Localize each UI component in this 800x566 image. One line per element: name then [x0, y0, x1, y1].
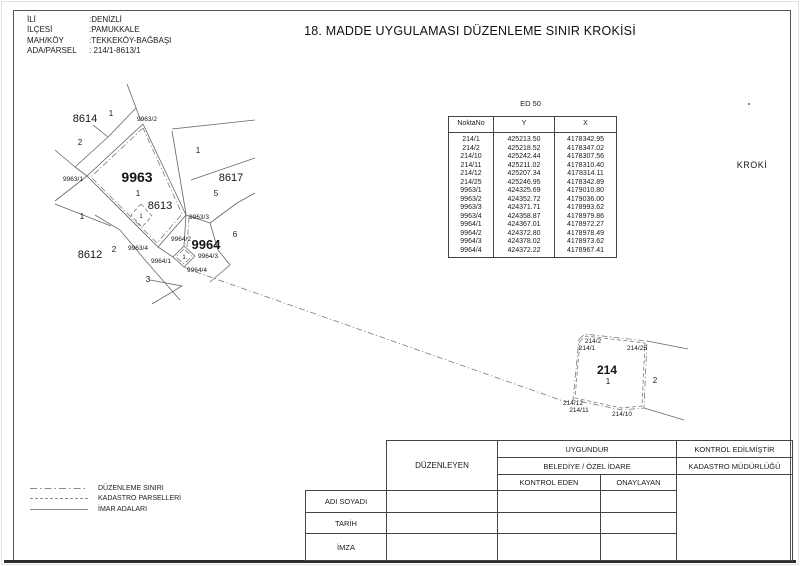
cell-tarih: TARİH — [305, 512, 387, 534]
imar-line — [55, 150, 75, 167]
coord-cell: 425218.52 — [494, 145, 555, 154]
imar-line — [237, 193, 255, 203]
sketch-label-3: 3 — [145, 275, 151, 284]
cell-imza: İMZA — [305, 533, 387, 561]
coord-cell: 9963/3 — [449, 204, 494, 213]
coord-cell: 425207.34 — [494, 170, 555, 179]
sketch-label-214: 214 — [596, 363, 618, 377]
cell-empty — [386, 490, 498, 513]
cell-empty — [497, 512, 601, 534]
sketch-label-214-2: 214/2 — [584, 338, 602, 345]
coord-cell: 4178967.41 — [555, 247, 617, 258]
coord-cell: 214/2 — [449, 145, 494, 154]
coord-cell: 9963/1 — [449, 187, 494, 196]
coord-cell: 424371.71 — [494, 204, 555, 213]
info-value: : 214/1-8613/1 — [89, 45, 141, 55]
coord-table-row — [449, 238, 617, 247]
cell-onaylayan: ONAYLAYAN — [600, 474, 677, 491]
info-label: İLÇESİ — [27, 25, 53, 35]
sketch-label-9963-2: 9963/2 — [137, 116, 157, 123]
coord-col-x: X — [555, 117, 617, 133]
imar-line — [158, 247, 173, 257]
coord-cell: 9963/2 — [449, 196, 494, 205]
coord-cell: 425246.95 — [494, 179, 555, 188]
sketch-label-1: 1 — [182, 255, 186, 261]
legend-item-kadastro-parselleri — [30, 494, 181, 505]
point-marker — [748, 103, 750, 105]
sketch-label-5: 5 — [213, 189, 219, 198]
coord-cell: 425213.50 — [494, 133, 555, 145]
sketch-label-9963-3: 9963/3 — [189, 214, 209, 221]
imar-line — [644, 408, 684, 420]
sketch-label-2: 2 — [111, 245, 117, 254]
legend-label: DÜZENLEME SINIRI — [98, 484, 164, 492]
info-label: MAH/KÖY — [27, 35, 64, 45]
sketch-label-8614: 8614 — [72, 113, 98, 125]
coord-cell: 4178314.11 — [555, 170, 617, 179]
boundary-connector — [184, 267, 573, 402]
imar-line — [172, 131, 186, 214]
coord-cell: 424378.02 — [494, 238, 555, 247]
coord-cell: 214/12 — [449, 170, 494, 179]
coord-cell: 425242.44 — [494, 153, 555, 162]
sketch-label-1: 1 — [79, 212, 85, 221]
coord-table-row — [449, 187, 617, 196]
sketch-label-2: 2 — [77, 138, 83, 147]
kroki-area-label: KROKİ — [736, 160, 768, 170]
coord-table-row — [449, 179, 617, 188]
sketch-label-9964-1: 9964/1 — [151, 258, 171, 265]
coord-cell: 4178972.27 — [555, 221, 617, 230]
cell-uygundur: UYGUNDUR — [497, 440, 677, 458]
coord-table-row — [449, 162, 617, 171]
imar-line — [210, 203, 237, 223]
info-value: :DENİZLİ — [89, 15, 122, 24]
coord-cell: 4178342.89 — [555, 179, 617, 188]
sketch-label-6: 6 — [232, 230, 238, 239]
coord-cell: 9964/2 — [449, 230, 494, 239]
cell-duzenleyen: DÜZENLEYEN — [386, 440, 498, 491]
coord-table-header-row — [449, 117, 617, 133]
cell-empty — [600, 490, 677, 513]
info-value: :PAMUKKALE — [89, 25, 140, 35]
coord-cell: 4178347.02 — [555, 145, 617, 154]
sketch-label-9964-3: 9964/3 — [198, 253, 218, 260]
coord-cell: 214/11 — [449, 162, 494, 171]
coord-cell: 9964/3 — [449, 238, 494, 247]
coord-cell: 424352.72 — [494, 196, 555, 205]
legend-item-imar-adalari — [30, 504, 181, 515]
coord-cell: 214/10 — [449, 153, 494, 162]
coord-cell: 9963/4 — [449, 213, 494, 222]
coord-table — [448, 116, 617, 258]
sketch-label-8617: 8617 — [218, 172, 244, 184]
cell-empty — [600, 533, 677, 561]
coord-table-row — [449, 196, 617, 205]
coord-table-row — [449, 204, 617, 213]
coord-cell: 424367.01 — [494, 221, 555, 230]
coord-cell: 4178310.40 — [555, 162, 617, 171]
coord-cell: 424372.80 — [494, 230, 555, 239]
legend-label: İMAR ADALARI — [98, 505, 148, 513]
coord-table-title: ED 50 — [520, 99, 541, 108]
cell-empty — [497, 490, 601, 513]
sketch-label-9963-4: 9963/4 — [128, 245, 148, 252]
coord-cell: 4178979.86 — [555, 213, 617, 222]
sketch-label-214-25: 214/25 — [627, 345, 647, 352]
coord-cell: 4178342.95 — [555, 133, 617, 145]
coord-table-row — [449, 153, 617, 162]
coord-table-row — [449, 221, 617, 230]
sketch-label-214-10: 214/10 — [612, 411, 632, 418]
coord-cell: 4178993.62 — [555, 204, 617, 213]
sketch-label-1: 1 — [139, 214, 143, 220]
coord-cell: 4178307.56 — [555, 153, 617, 162]
coord-cell: 425211.02 — [494, 162, 555, 171]
cell-adi-soyadi: ADI SOYADI — [305, 490, 387, 513]
sketch-label-9963: 9963 — [121, 169, 153, 185]
cell-kontrol-edilmistir: KONTROL EDİLMİŞTİR — [676, 440, 793, 458]
coord-table-row — [449, 133, 617, 145]
coord-table-body — [449, 133, 617, 258]
imar-line — [93, 125, 108, 137]
imar-line — [172, 120, 255, 129]
info-label: ADA/PARSEL — [27, 45, 77, 55]
coord-cell: 214/1 — [449, 133, 494, 145]
coord-cell: 4178978.49 — [555, 230, 617, 239]
coord-cell: 4179036.00 — [555, 196, 617, 205]
cell-kontrol-eden: KONTROL EDEN — [497, 474, 601, 491]
cell-belediye-ozel-idare: BELEDİYE / ÖZEL İDARE — [497, 457, 677, 475]
info-value: :TEKKEKÖY-BAĞBAŞI — [89, 35, 172, 45]
sketch-label-9964-2: 9964/2 — [171, 236, 191, 243]
cell-empty — [386, 512, 498, 534]
cell-empty — [600, 512, 677, 534]
sketch-label-8613: 8613 — [147, 200, 173, 212]
sketch-label-9964-4: 9964/4 — [187, 267, 207, 274]
coord-table-row — [449, 213, 617, 222]
coord-cell: 9964/4 — [449, 247, 494, 258]
coord-table-row — [449, 170, 617, 179]
coord-table-row — [449, 145, 617, 154]
sketch-label-9964: 9964 — [191, 237, 221, 252]
imar-line — [647, 341, 688, 349]
dashed-line-sample — [30, 498, 88, 499]
sketch-label-9963-1: 9963/1 — [63, 176, 83, 183]
coord-cell: 424372.22 — [494, 247, 555, 258]
legend-label: KADASTRO PARSELLERİ — [98, 495, 182, 503]
coord-cell: 424358.87 — [494, 213, 555, 222]
coord-cell: 4178973.62 — [555, 238, 617, 247]
coord-col-noktano: NoktaNo — [449, 117, 494, 133]
sketch-label-214-12: 214/12 — [563, 400, 583, 407]
sketch-label-8612: 8612 — [77, 249, 103, 261]
sketch-label-1: 1 — [195, 146, 201, 155]
legend-item-duzenleme-siniri — [30, 483, 181, 494]
sketch-label-1: 1 — [135, 189, 141, 198]
sketch-label-1: 1 — [108, 109, 114, 118]
coord-cell: 424325.69 — [494, 187, 555, 196]
coord-cell: 214/25 — [449, 179, 494, 188]
dashdot-line-sample — [30, 488, 88, 489]
coord-cell: 9964/1 — [449, 221, 494, 230]
coord-table-row — [449, 230, 617, 239]
page-title: 18. MADDE UYGULAMASI DÜZENLEME SINIR KROKİSİ — [304, 24, 636, 38]
coord-cell: 4179010.80 — [555, 187, 617, 196]
sketch-label-1: 1 — [605, 377, 611, 386]
coord-col-y: Y — [494, 117, 555, 133]
cell-empty — [386, 533, 498, 561]
legend — [30, 483, 181, 515]
sketch-label-214-1: 214/1 — [578, 345, 596, 352]
coord-table-row — [449, 247, 617, 258]
cell-kadastro-mudurlugu: KADASTRO MÜDÜRLÜĞÜ — [676, 457, 793, 475]
sketch-label-214-11: 214/11 — [569, 407, 589, 414]
solid-line-sample — [30, 509, 88, 510]
info-label: İLİ — [27, 15, 36, 24]
cell-kadastro-empty — [676, 474, 793, 561]
sketch-label-2: 2 — [652, 376, 658, 385]
cell-empty — [497, 533, 601, 561]
imar-line — [75, 167, 87, 176]
